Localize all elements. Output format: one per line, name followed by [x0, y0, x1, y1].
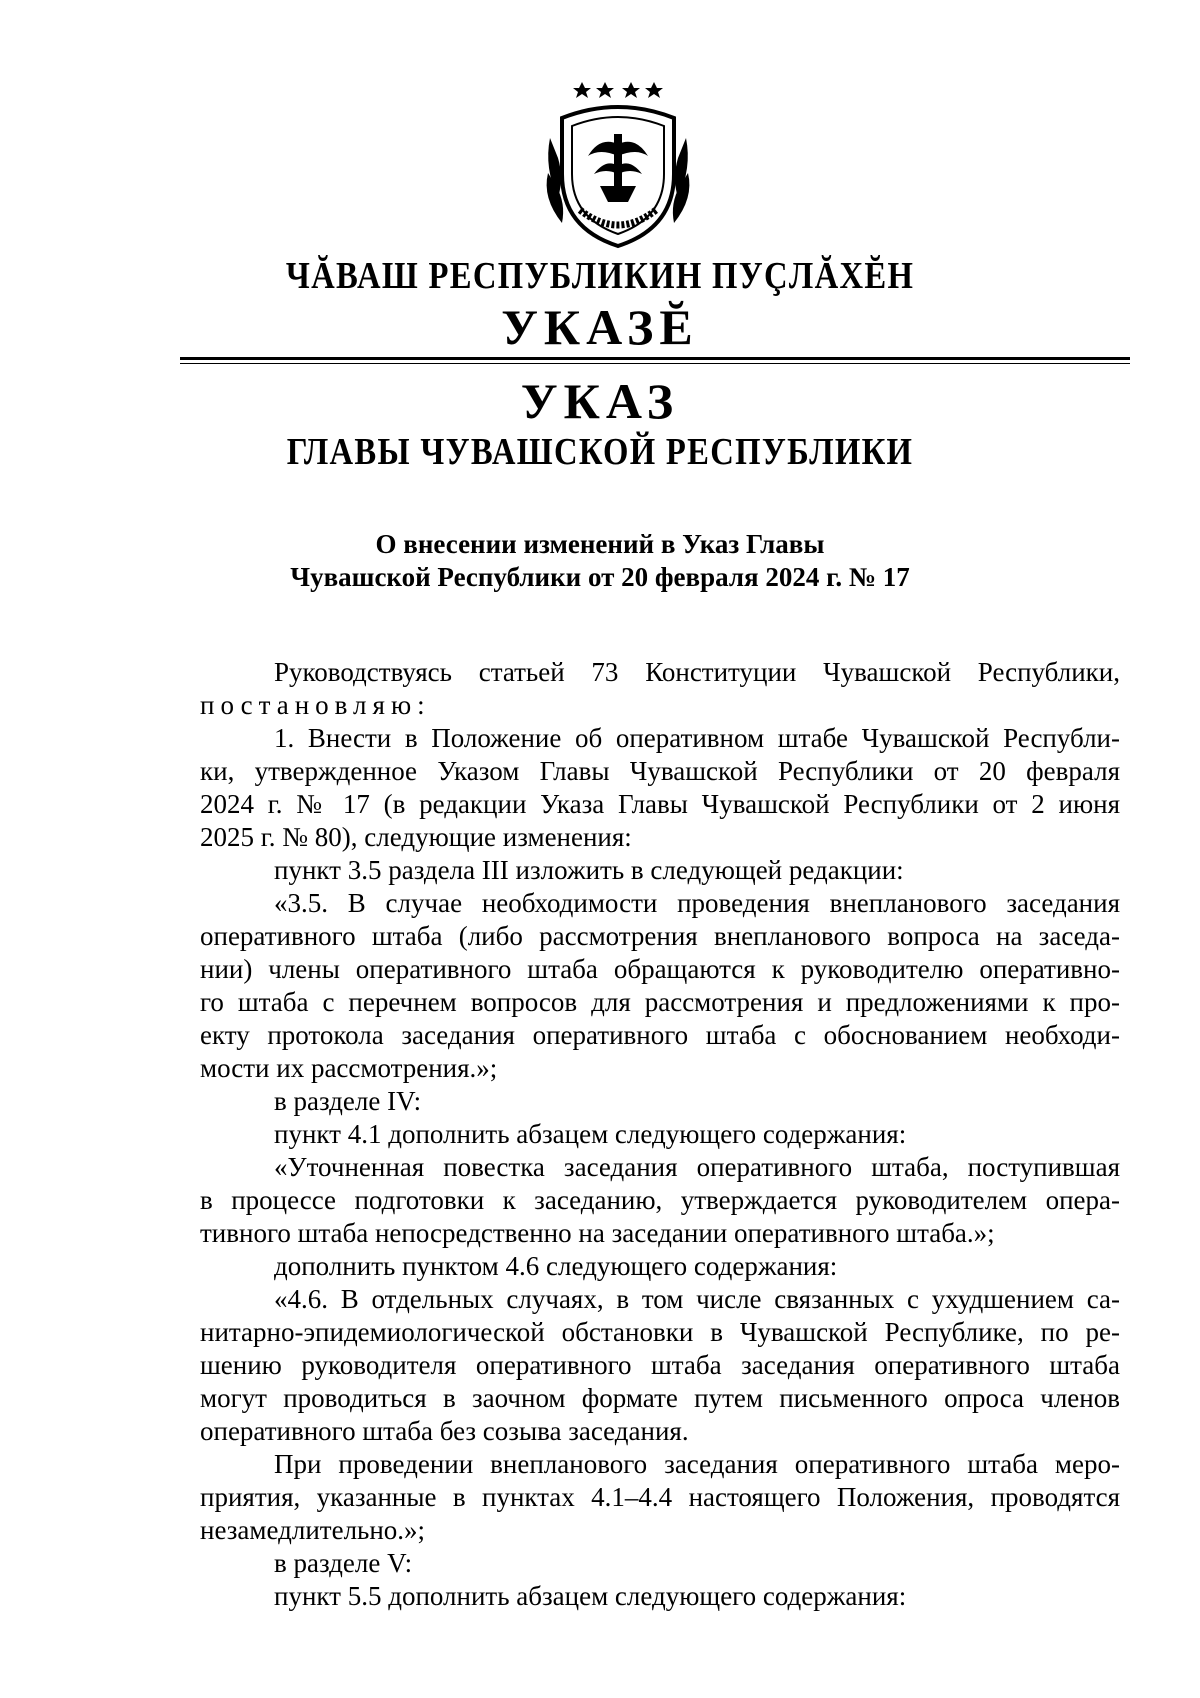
- document-title-line: О внесении изменений в Указ Главы: [375, 529, 825, 559]
- body-line: го штаба с перечнем вопросов для рассмотрения и предложениями к про-: [200, 987, 1120, 1017]
- body-line: дополнить пунктом 4.6 следующего содержания:: [274, 1251, 838, 1281]
- body-line: в процессе подготовки к заседанию, утверждается руководителем опера-: [200, 1185, 1120, 1215]
- body-line: в разделе V:: [274, 1548, 413, 1578]
- body-line: оперативного штаба (либо рассмотрения внепланового вопроса на заседа-: [200, 921, 1120, 951]
- body-line: мости их рассмотрения.»;: [200, 1053, 498, 1083]
- coat-of-arms-icon: [540, 78, 696, 250]
- chuvash-title-line2: УКАЗĔ: [501, 299, 699, 355]
- body-line: незамедлительно.»;: [200, 1515, 426, 1545]
- body-line: ки, утвержденное Указом Главы Чувашской Республики от 20 февраля: [200, 756, 1120, 786]
- russian-title-line2: ГЛАВЫ ЧУВАШСКОЙ РЕСПУБЛИКИ: [286, 431, 914, 473]
- chuvash-title-line1: ЧĂВАШ РЕСПУБЛИКИН ПУÇЛĂХĔН: [285, 255, 915, 297]
- body-line: 2024 г. № 17 (в редакции Указа Главы Чувашской Республики от 2 июня: [200, 789, 1120, 819]
- body-line: приятия, указанные в пунктах 4.1–4.4 настоящего Положения, проводятся: [200, 1482, 1120, 1512]
- body-line: постановляю:: [200, 690, 431, 720]
- body-line: «4.6. В отдельных случаях, в том числе связанных с ухудшением са-: [274, 1284, 1120, 1314]
- body-line: При проведении внепланового заседания оперативного штаба меро-: [274, 1449, 1120, 1479]
- body-line: 2025 г. № 80), следующие изменения:: [200, 822, 632, 852]
- body-line: пункт 4.1 дополнить абзацем следующего содержания:: [274, 1119, 907, 1149]
- document-body: [200, 656, 1120, 1613]
- body-line: екту протокола заседания оперативного штаба с обоснованием необходи-: [200, 1020, 1120, 1050]
- russian-title-line1: УКАЗ: [520, 373, 680, 429]
- body-line: оперативного штаба без созыва заседания.: [200, 1416, 689, 1446]
- body-line: «Уточненная повестка заседания оперативного штаба, поступившая: [274, 1152, 1120, 1182]
- body-line: «3.5. В случае необходимости проведения внепланового заседания: [274, 888, 1120, 918]
- header-divider-thin: [180, 363, 1130, 364]
- header-divider-thick: [180, 357, 1130, 360]
- body-line: шению руководителя оперативного штаба заседания оперативного штаба: [200, 1350, 1120, 1380]
- body-line: в разделе IV:: [274, 1086, 422, 1116]
- body-line: нитарно-эпидемиологической обстановки в Чувашской Республике, по ре-: [200, 1317, 1120, 1347]
- body-line: тивного штаба непосредственно на заседании оперативного штаба.»;: [200, 1218, 995, 1248]
- body-line: пункт 5.5 дополнить абзацем следующего содержания:: [274, 1581, 907, 1611]
- document-title: [200, 528, 1000, 594]
- body-line: пункт 3.5 раздела III изложить в следующей редакции:: [274, 855, 904, 885]
- body-line: нии) члены оперативного штаба обращаются к руководителю оперативно-: [200, 954, 1120, 984]
- body-line: Руководствуясь статьей 73 Конституции Чувашской Республики,: [274, 657, 1120, 687]
- body-line: могут проводиться в заочном формате путем письменного опроса членов: [200, 1383, 1120, 1413]
- document-title-line: Чувашской Республики от 20 февраля 2024 г. № 17: [290, 562, 910, 592]
- body-line: 1. Внести в Положение об оперативном штабе Чувашской Республи-: [274, 723, 1120, 753]
